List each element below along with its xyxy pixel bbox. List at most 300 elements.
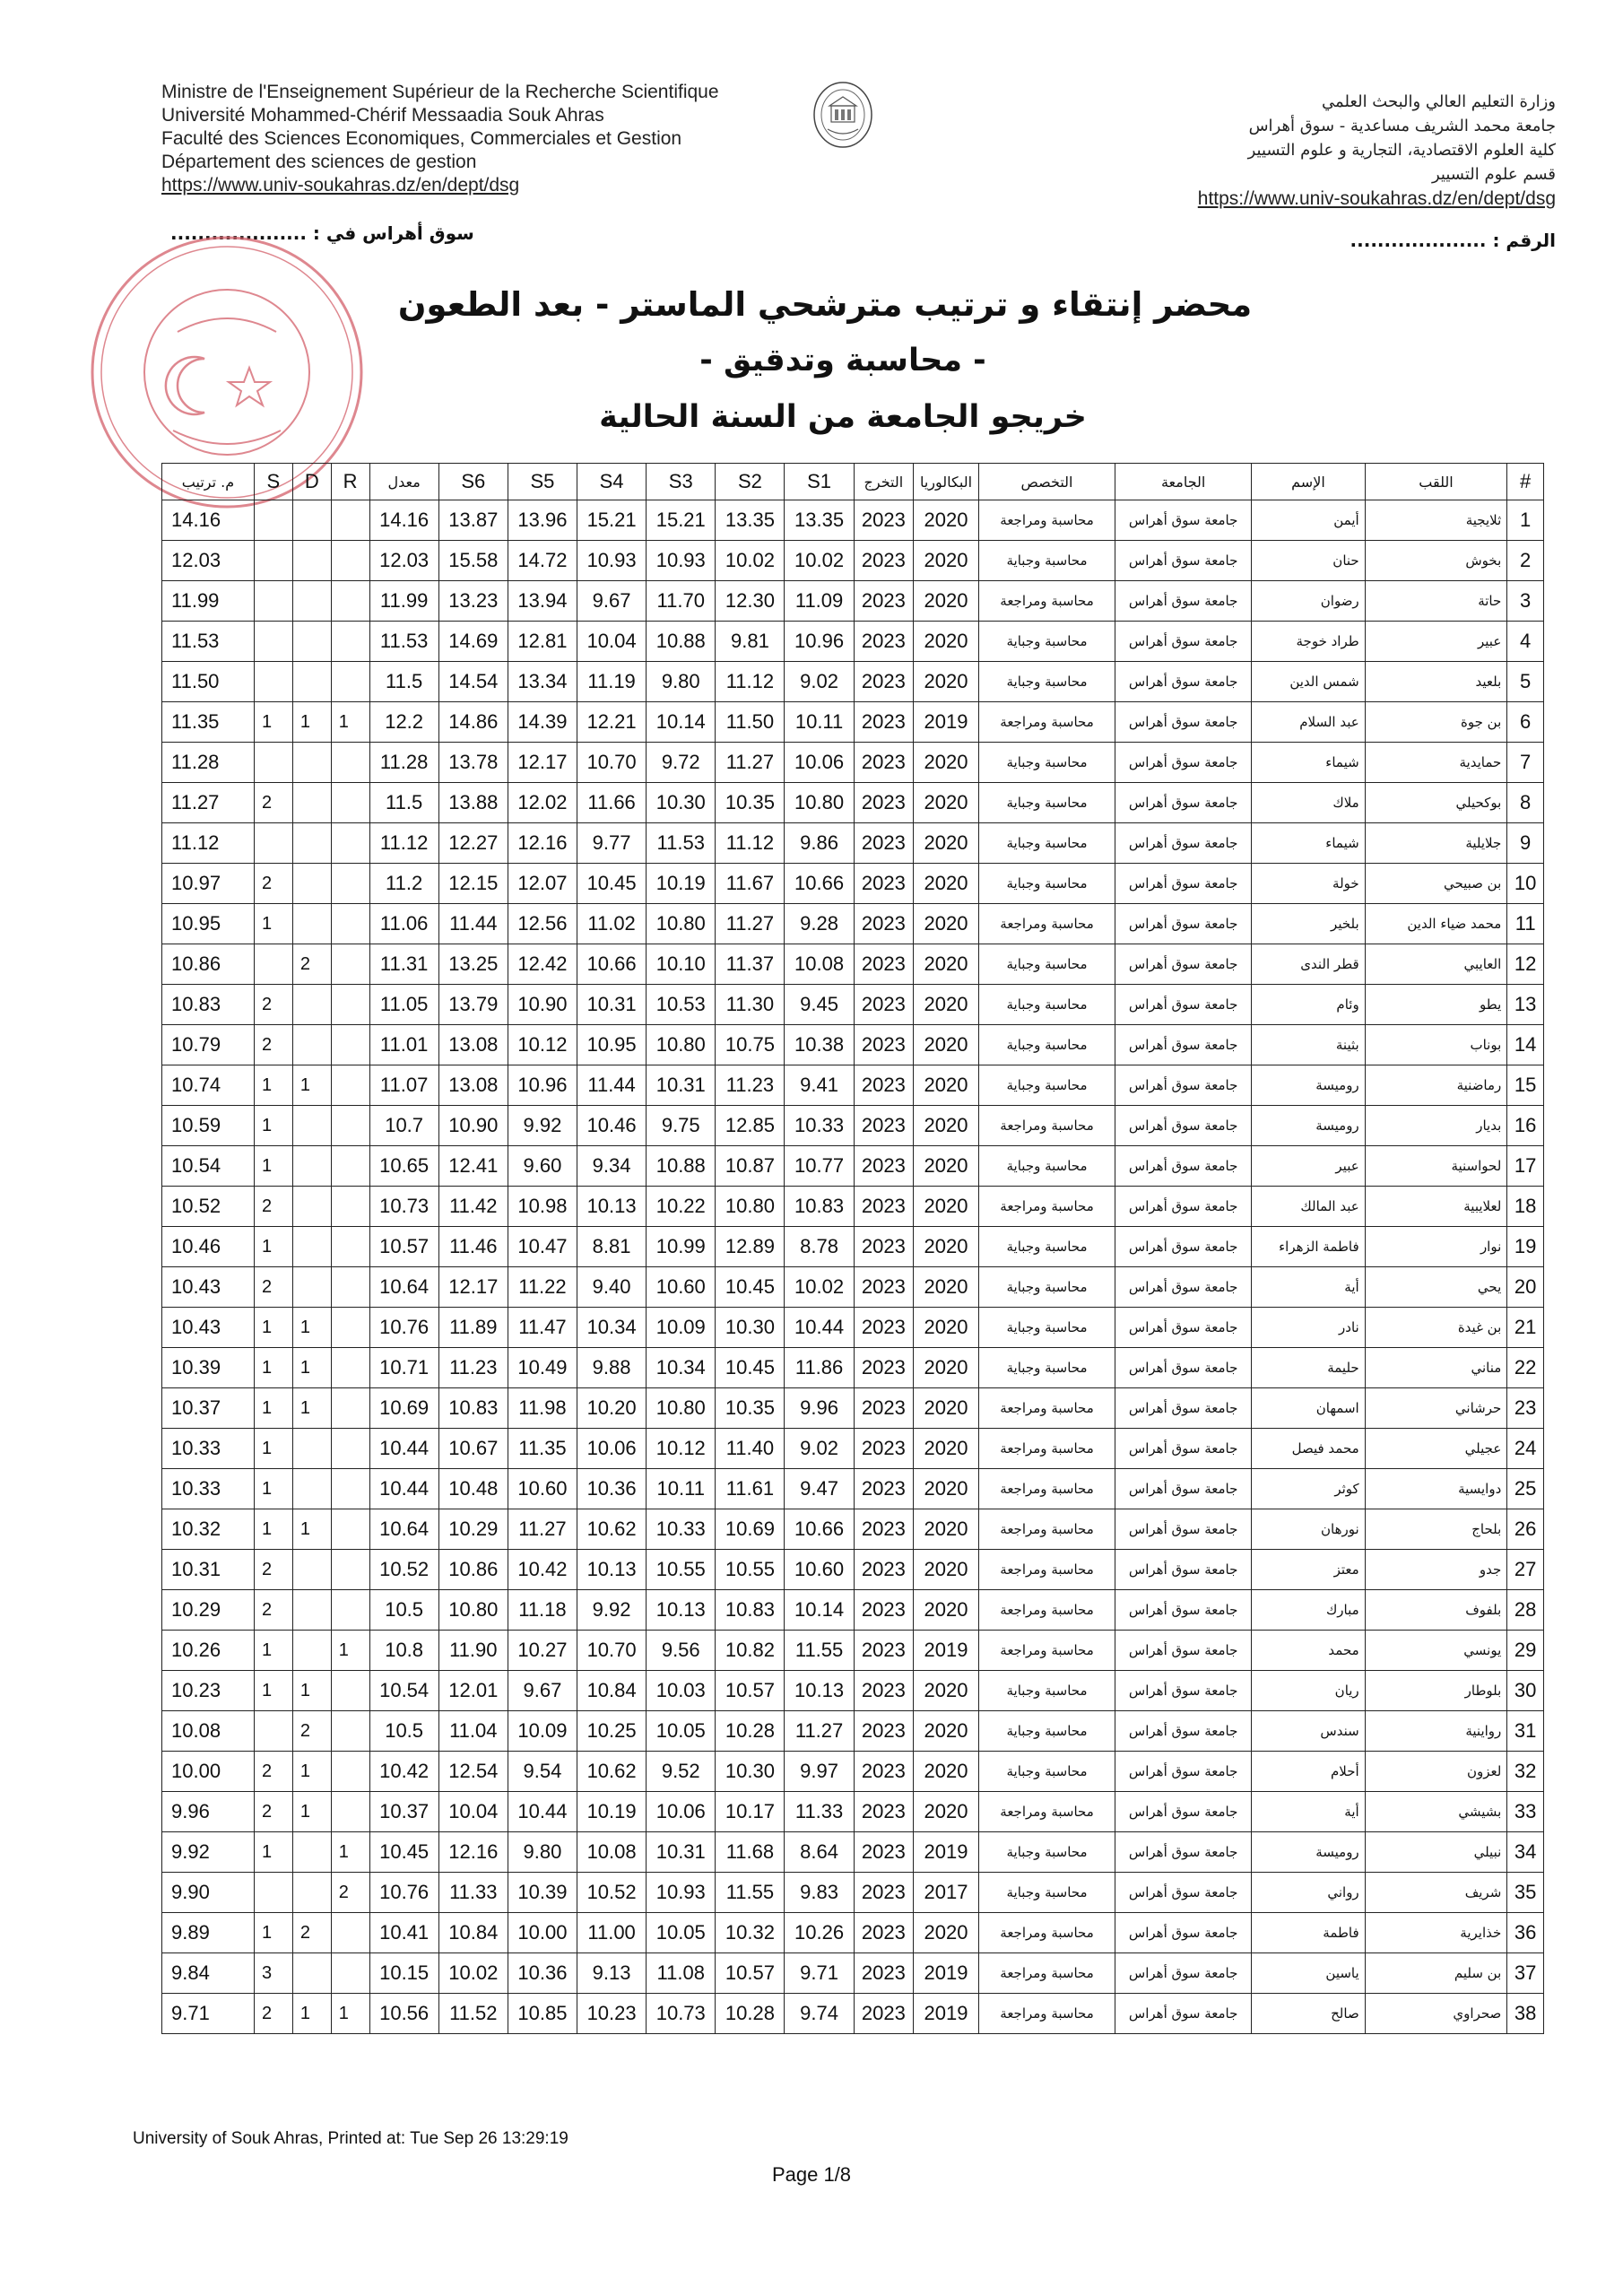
cell-univ: جامعة سوق أهراس [1115,702,1252,743]
cell-s5: 12.07 [508,864,577,904]
cell-s: 2 [254,1550,292,1590]
cell-first: طراد خوجة [1252,622,1365,662]
cell-spec: محاسبة ومراجعة [978,1792,1115,1832]
cell-rank: 9.84 [162,1953,255,1994]
header-arabic [874,90,1556,211]
table-row [162,1509,1544,1550]
cell-s1: 10.06 [785,743,854,783]
cell-num: 21 [1507,1308,1544,1348]
cell-r [331,1711,369,1752]
cell-d [292,500,331,541]
cell-univ: جامعة سوق أهراس [1115,1146,1252,1187]
cell-s: 1 [254,1509,292,1550]
cell-s3: 10.88 [647,1146,716,1187]
cell-d [292,1631,331,1671]
cell-r [331,1429,369,1469]
cell-univ: جامعة سوق أهراس [1115,1469,1252,1509]
cell-grad: 2023 [854,1590,913,1631]
cell-s6: 10.80 [438,1590,508,1631]
cell-bac: 2020 [914,1227,979,1267]
cell-s2: 12.89 [716,1227,785,1267]
cell-s1: 9.02 [785,1429,854,1469]
cell-r [331,1953,369,1994]
cell-s6: 14.69 [438,622,508,662]
cell-last: صحراوي [1365,1994,1507,2034]
cell-avg: 10.44 [369,1469,438,1509]
cell-grad: 2023 [854,1469,913,1509]
cell-univ: جامعة سوق أهراس [1115,1711,1252,1752]
cell-s2: 12.30 [716,581,785,622]
cell-r [331,1227,369,1267]
cell-avg: 10.76 [369,1873,438,1913]
cell-last: يونسي [1365,1631,1507,1671]
cell-r [331,864,369,904]
cell-s4: 10.36 [577,1469,647,1509]
cell-grad: 2023 [854,1308,913,1348]
cell-s5: 12.81 [508,622,577,662]
cell-s3: 10.11 [647,1469,716,1509]
cell-s5: 11.35 [508,1429,577,1469]
cell-bac: 2020 [914,1671,979,1711]
cell-s2: 10.69 [716,1509,785,1550]
cell-bac: 2020 [914,662,979,702]
cell-univ: جامعة سوق أهراس [1115,1187,1252,1227]
cell-spec: محاسبة وجباية [978,1065,1115,1106]
cell-num: 10 [1507,864,1544,904]
cell-first: محمد [1252,1631,1365,1671]
table-row [162,1913,1544,1953]
cell-grad: 2023 [854,500,913,541]
cell-num: 20 [1507,1267,1544,1308]
cell-s2: 10.17 [716,1792,785,1832]
cell-s4: 10.08 [577,1832,647,1873]
cell-last: جدو [1365,1550,1507,1590]
cell-s1: 10.02 [785,1267,854,1308]
cell-s6: 10.02 [438,1953,508,1994]
cell-s1: 10.66 [785,864,854,904]
cell-bac: 2020 [914,1550,979,1590]
cell-r [331,743,369,783]
cell-s4: 11.44 [577,1065,647,1106]
cell-grad: 2023 [854,1792,913,1832]
cell-univ: جامعة سوق أهراس [1115,662,1252,702]
table-row [162,743,1544,783]
cell-s [254,823,292,864]
cell-s3: 10.80 [647,1388,716,1429]
reference-number: الرقم : .................... [1350,230,1556,251]
cell-univ: جامعة سوق أهراس [1115,1429,1252,1469]
cell-avg: 10.45 [369,1832,438,1873]
cell-s4: 10.52 [577,1873,647,1913]
cell-avg: 11.5 [369,783,438,823]
cell-last: لعلايبية [1365,1187,1507,1227]
cell-d: 1 [292,1509,331,1550]
table-row [162,1227,1544,1267]
cell-s4: 12.21 [577,702,647,743]
cell-spec: محاسبة ومراجعة [978,581,1115,622]
cell-s: 2 [254,1590,292,1631]
cell-s1: 10.26 [785,1913,854,1953]
cell-s4: 10.62 [577,1752,647,1792]
cell-bac: 2020 [914,1752,979,1792]
cell-d [292,541,331,581]
cell-s4: 9.77 [577,823,647,864]
table-row [162,1550,1544,1590]
cell-r [331,1590,369,1631]
cell-spec: محاسبة وجباية [978,985,1115,1025]
cell-s5: 11.47 [508,1308,577,1348]
cell-s [254,944,292,985]
cell-bac: 2020 [914,1348,979,1388]
table-row [162,541,1544,581]
cell-s4: 9.67 [577,581,647,622]
cell-s3: 10.09 [647,1308,716,1348]
header-grad: التخرج [854,464,913,500]
cell-first: نورهان [1252,1509,1365,1550]
cell-spec: محاسبة وجباية [978,1873,1115,1913]
cell-r [331,944,369,985]
cell-univ: جامعة سوق أهراس [1115,581,1252,622]
cell-s5: 13.96 [508,500,577,541]
cell-s6: 11.04 [438,1711,508,1752]
cell-d: 1 [292,1065,331,1106]
cell-s6: 13.88 [438,783,508,823]
cell-bac: 2020 [914,864,979,904]
cell-avg: 10.44 [369,1429,438,1469]
cell-univ: جامعة سوق أهراس [1115,1065,1252,1106]
cell-s: 1 [254,1429,292,1469]
cell-avg: 10.64 [369,1509,438,1550]
cell-num: 1 [1507,500,1544,541]
cell-d: 1 [292,1308,331,1348]
cell-rank: 12.03 [162,541,255,581]
cell-first: حنان [1252,541,1365,581]
cell-s6: 10.90 [438,1106,508,1146]
cell-s2: 11.55 [716,1873,785,1913]
cell-grad: 2023 [854,823,913,864]
cell-univ: جامعة سوق أهراس [1115,1752,1252,1792]
cell-first: ملاك [1252,783,1365,823]
cell-first: اسمهان [1252,1388,1365,1429]
cell-s5: 9.60 [508,1146,577,1187]
cell-s4: 9.13 [577,1953,647,1994]
table-header-row [162,464,1544,500]
cell-r [331,1550,369,1590]
cell-s4: 11.66 [577,783,647,823]
cell-s4: 10.13 [577,1187,647,1227]
cell-num: 14 [1507,1025,1544,1065]
cell-s6: 12.15 [438,864,508,904]
ministry-ar: وزارة التعليم العالي والبحث العلمي [1322,92,1556,111]
cell-s6: 12.41 [438,1146,508,1187]
cell-s: 2 [254,1994,292,2034]
cell-rank: 10.43 [162,1267,255,1308]
cell-num: 36 [1507,1913,1544,1953]
cell-s2: 10.30 [716,1752,785,1792]
cell-s1: 11.86 [785,1348,854,1388]
cell-avg: 11.5 [369,662,438,702]
cell-s1: 9.28 [785,904,854,944]
cell-s2: 10.82 [716,1631,785,1671]
cell-s4: 10.06 [577,1429,647,1469]
cell-s5: 10.09 [508,1711,577,1752]
cell-s: 1 [254,1388,292,1429]
cell-grad: 2023 [854,743,913,783]
cell-bac: 2020 [914,1469,979,1509]
cell-rank: 10.33 [162,1429,255,1469]
cell-num: 11 [1507,904,1544,944]
cell-grad: 2023 [854,1631,913,1671]
cell-s5: 14.39 [508,702,577,743]
cell-s6: 10.04 [438,1792,508,1832]
cell-spec: محاسبة وجباية [978,823,1115,864]
cell-r [331,1348,369,1388]
cell-num: 7 [1507,743,1544,783]
cell-grad: 2023 [854,1429,913,1469]
cell-rank: 10.86 [162,944,255,985]
cell-grad: 2023 [854,1711,913,1752]
cell-first: روميسة [1252,1065,1365,1106]
cell-univ: جامعة سوق أهراس [1115,1509,1252,1550]
cell-r [331,622,369,662]
cell-s2: 12.85 [716,1106,785,1146]
cell-d [292,1106,331,1146]
cell-s4: 10.34 [577,1308,647,1348]
cell-spec: محاسبة وجباية [978,1267,1115,1308]
cell-num: 8 [1507,783,1544,823]
cell-grad: 2023 [854,662,913,702]
cell-s: 2 [254,985,292,1025]
cell-first: صالح [1252,1994,1365,2034]
cell-s2: 10.55 [716,1550,785,1590]
cell-bac: 2019 [914,1631,979,1671]
cell-s2: 10.75 [716,1025,785,1065]
cell-s5: 11.27 [508,1509,577,1550]
table-body [162,500,1544,2034]
cell-last: بديار [1365,1106,1507,1146]
cell-s1: 10.14 [785,1590,854,1631]
cell-rank: 10.31 [162,1550,255,1590]
place-date-line: سوق أهراس في : .................... [170,222,474,244]
cell-last: بوناب [1365,1025,1507,1065]
cell-rank: 11.53 [162,622,255,662]
cell-s2: 10.87 [716,1146,785,1187]
cell-num: 31 [1507,1711,1544,1752]
cell-rank: 10.46 [162,1227,255,1267]
cell-bac: 2020 [914,1065,979,1106]
header-s1: S1 [785,464,854,500]
table-row [162,1832,1544,1873]
cell-s: 2 [254,1792,292,1832]
cell-spec: محاسبة وجباية [978,1227,1115,1267]
cell-s2: 11.12 [716,823,785,864]
cell-first: كوثر [1252,1469,1365,1509]
cell-grad: 2023 [854,1348,913,1388]
table-row [162,1994,1544,2034]
cell-num: 18 [1507,1187,1544,1227]
cell-univ: جامعة سوق أهراس [1115,944,1252,985]
cell-spec: محاسبة ومراجعة [978,904,1115,944]
cell-rank: 11.12 [162,823,255,864]
cell-s2: 10.28 [716,1711,785,1752]
category-title: خريجو الجامعة من السنة الحالية [599,399,1087,435]
cell-r [331,1106,369,1146]
cell-bac: 2020 [914,1429,979,1469]
cell-s4: 10.45 [577,864,647,904]
faculty-fr: Faculté des Sciences Economiques, Commerciales et Gestion [161,128,682,149]
cell-d: 1 [292,1348,331,1388]
candidates-table [161,463,1544,2034]
cell-first: أحلام [1252,1752,1365,1792]
cell-s5: 12.16 [508,823,577,864]
cell-s3: 10.12 [647,1429,716,1469]
cell-univ: جامعة سوق أهراس [1115,1631,1252,1671]
cell-s6: 10.86 [438,1550,508,1590]
cell-r: 1 [331,702,369,743]
cell-first: سندس [1252,1711,1365,1752]
cell-s3: 10.03 [647,1671,716,1711]
cell-bac: 2020 [914,1913,979,1953]
cell-spec: محاسبة ومراجعة [978,500,1115,541]
header-number: # [1507,464,1544,500]
cell-s: 1 [254,904,292,944]
cell-univ: جامعة سوق أهراس [1115,541,1252,581]
cell-bac: 2020 [914,1792,979,1832]
header-s: S [254,464,292,500]
table-row [162,1065,1544,1106]
cell-bac: 2019 [914,1832,979,1873]
cell-avg: 10.41 [369,1913,438,1953]
table-row [162,783,1544,823]
cell-s5: 10.98 [508,1187,577,1227]
cell-d [292,904,331,944]
cell-univ: جامعة سوق أهراس [1115,823,1252,864]
cell-s6: 13.08 [438,1025,508,1065]
cell-s2: 10.45 [716,1267,785,1308]
cell-grad: 2023 [854,1913,913,1953]
cell-s1: 10.38 [785,1025,854,1065]
cell-first: فاطمة الزهراء [1252,1227,1365,1267]
cell-d [292,1590,331,1631]
cell-r [331,1752,369,1792]
cell-s3: 10.99 [647,1227,716,1267]
cell-last: نبيلي [1365,1832,1507,1873]
cell-first: بثينة [1252,1025,1365,1065]
cell-s6: 12.16 [438,1832,508,1873]
cell-first: روميسة [1252,1106,1365,1146]
cell-s6: 11.89 [438,1308,508,1348]
cell-s5: 12.42 [508,944,577,985]
cell-num: 2 [1507,541,1544,581]
cell-s5: 9.80 [508,1832,577,1873]
cell-s [254,581,292,622]
cell-last: بن غيدة [1365,1308,1507,1348]
cell-s5: 10.44 [508,1792,577,1832]
cell-s6: 11.44 [438,904,508,944]
cell-num: 34 [1507,1832,1544,1873]
cell-s4: 9.40 [577,1267,647,1308]
cell-s: 2 [254,1187,292,1227]
cell-first: أية [1252,1792,1365,1832]
cell-s6: 11.42 [438,1187,508,1227]
cell-s3: 10.13 [647,1590,716,1631]
cell-s4: 10.04 [577,622,647,662]
cell-grad: 2023 [854,904,913,944]
cell-avg: 11.12 [369,823,438,864]
cell-r [331,904,369,944]
program-title: - محاسبة وتدقيق - [699,343,986,378]
cell-rank: 10.29 [162,1590,255,1631]
cell-s6: 12.17 [438,1267,508,1308]
cell-s2: 10.28 [716,1994,785,2034]
cell-s6: 11.90 [438,1631,508,1671]
cell-r [331,1792,369,1832]
cell-last: لعزون [1365,1752,1507,1792]
cell-avg: 10.15 [369,1953,438,1994]
cell-first: ريان [1252,1671,1365,1711]
cell-last: شريف [1365,1873,1507,1913]
cell-r [331,1388,369,1429]
cell-d: 1 [292,1752,331,1792]
header-d: D [292,464,331,500]
cell-last: جلايلية [1365,823,1507,864]
cell-s1: 11.27 [785,1711,854,1752]
cell-first: عبد المالك [1252,1187,1365,1227]
cell-univ: جامعة سوق أهراس [1115,1832,1252,1873]
cell-s3: 10.93 [647,1873,716,1913]
cell-rank: 10.79 [162,1025,255,1065]
department-url-fr[interactable]: https://www.univ-soukahras.dz/en/dept/dsg [161,175,520,196]
cell-last: لحواسنية [1365,1146,1507,1187]
cell-d [292,1469,331,1509]
department-url-ar[interactable]: https://www.univ-soukahras.dz/en/dept/dsg [1197,188,1556,209]
cell-s3: 10.14 [647,702,716,743]
cell-grad: 2023 [854,1550,913,1590]
cell-rank: 11.35 [162,702,255,743]
cell-s: 1 [254,1469,292,1509]
university-ar: جامعة محمد الشريف مساعدية - سوق أهراس [1248,117,1556,135]
cell-s2: 10.32 [716,1913,785,1953]
cell-d [292,1267,331,1308]
table-row [162,1953,1544,1994]
table-row [162,1711,1544,1752]
cell-s2: 11.30 [716,985,785,1025]
cell-bac: 2017 [914,1873,979,1913]
header-s4: S4 [577,464,647,500]
cell-univ: جامعة سوق أهراس [1115,1590,1252,1631]
cell-s3: 10.93 [647,541,716,581]
header-firstname: الإسم [1252,464,1365,500]
cell-bac: 2020 [914,1509,979,1550]
cell-spec: محاسبة وجباية [978,662,1115,702]
cell-last: بلفوف [1365,1590,1507,1631]
cell-s1: 9.71 [785,1953,854,1994]
cell-d: 1 [292,1994,331,2034]
cell-rank: 10.74 [162,1065,255,1106]
cell-d: 2 [292,1913,331,1953]
cell-s3: 15.21 [647,500,716,541]
cell-avg: 10.57 [369,1227,438,1267]
cell-avg: 10.73 [369,1187,438,1227]
cell-s1: 11.33 [785,1792,854,1832]
cell-s: 1 [254,1348,292,1388]
table-row [162,1106,1544,1146]
cell-num: 5 [1507,662,1544,702]
cell-bac: 2020 [914,904,979,944]
header-s2: S2 [716,464,785,500]
cell-s6: 12.54 [438,1752,508,1792]
cell-d [292,823,331,864]
